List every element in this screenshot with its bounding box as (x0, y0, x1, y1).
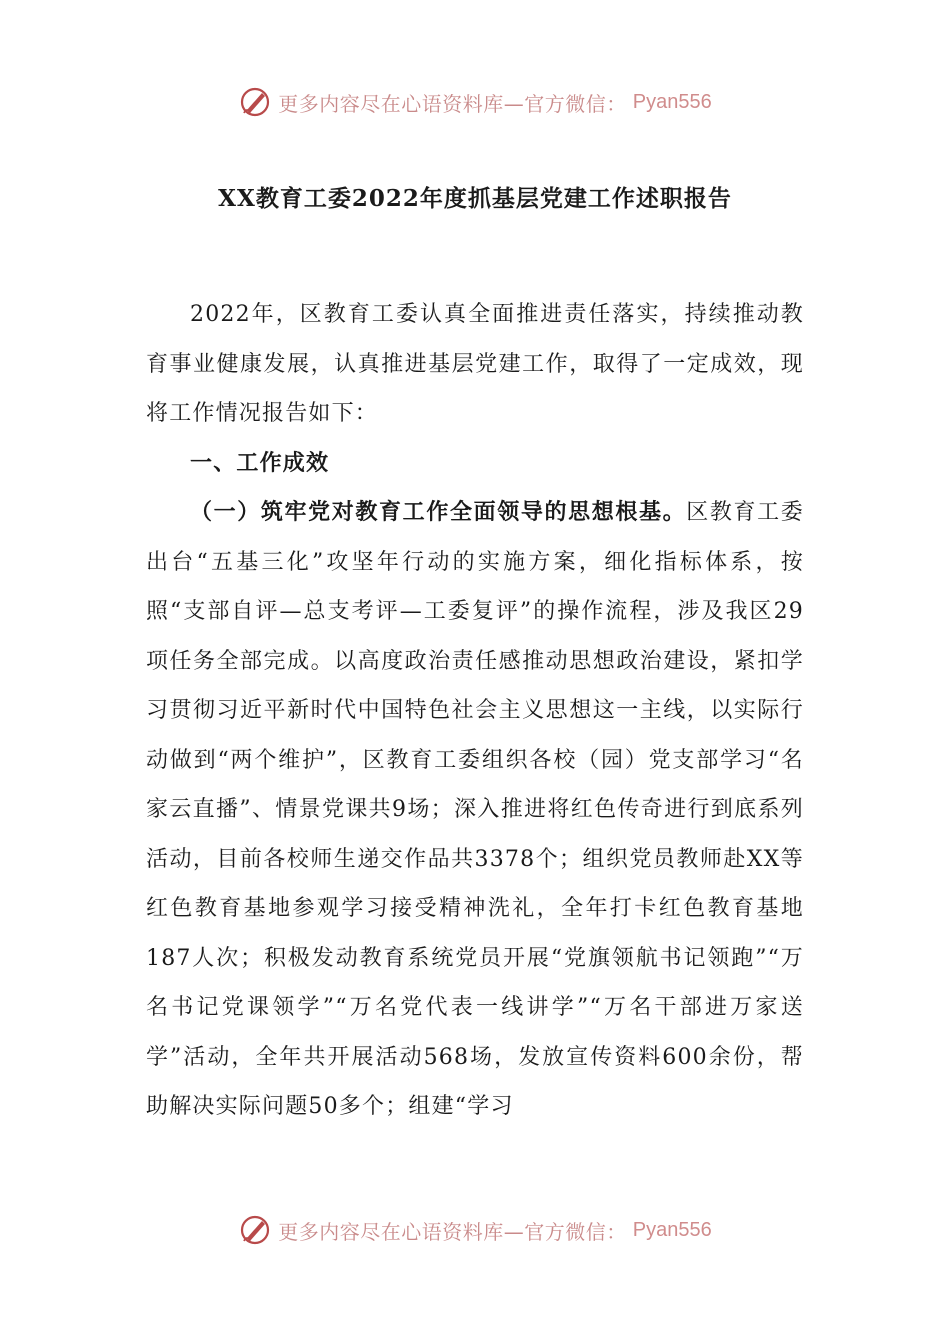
intro-paragraph: 2022年，区教育工委认真全面推进责任落实，持续推动教育事业健康发展，认真推进基层党建工作，取得了一定成效，现将工作情况报告如下： (146, 302, 804, 426)
sub-section-text: 区教育工委出台“五基三化”攻坚年行动的实施方案，细化指标体系，按照“支部自评—总支考评—工委复评”的操作流程，涉及我区29项任务全部完成。以高度政治责任感推动思想政治建设，紧扣学习贯彻习近平新时代中国特色社会主义思想这一主线，以实际行动做到“两个维护”，区教育工委组织各校（园）党支部学习“名家云直播”、情景党课共9场；深入推进将红色传奇进行到底系列活动，目前各校师生递交作品共3378个；组织党员教师赴XX等红色教育基地参观学习接受精神洗礼，全年打卡红色教育基地187人次；积极发动教育系统党员开展“党旗领航书记领跑”“万名书记党课领学”“万名党代表一线讲学”“万名干部进万家送学”活动，全年共开展活动568场，发放宣传资料600余份，帮助解决实际问题50多个；组建“学习 (146, 500, 804, 1119)
document-body (146, 290, 804, 1132)
section-heading: 一、工作成效 (190, 449, 330, 476)
sub-section-paragraph (146, 488, 804, 1132)
sub-section-heading: （一）筑牢党对教育工作全面领导的思想根基。 (190, 499, 687, 525)
watermark-footer (0, 1210, 950, 1250)
watermark-text: 更多内容尽在心语资料库—官方微信： (278, 1219, 627, 1244)
pen-logo-icon (238, 1213, 272, 1247)
document-title: XX教育工委2022年度抓基层党建工作述职报告 (218, 185, 732, 212)
watermark-wechat-id: Pyan556 (632, 90, 712, 113)
watermark-header (0, 82, 950, 122)
pen-logo-icon (238, 85, 272, 119)
watermark-text: 更多内容尽在心语资料库—官方微信： (278, 91, 627, 116)
watermark-wechat-id: Pyan556 (632, 1218, 712, 1241)
